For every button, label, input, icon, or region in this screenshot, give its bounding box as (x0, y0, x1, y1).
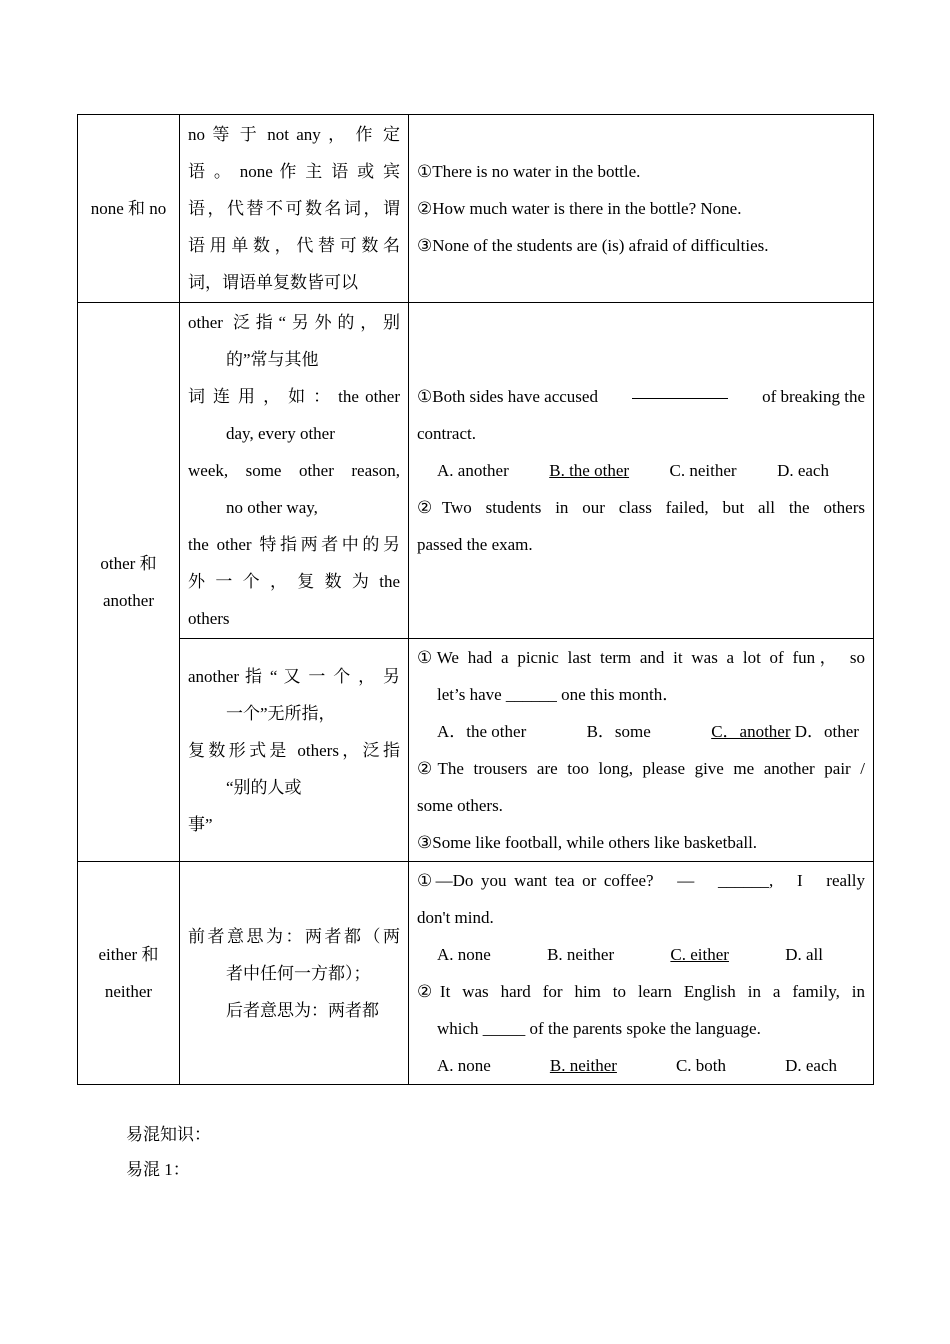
rule-line: 语 。 none 作 主 语 或 宾 (188, 162, 400, 181)
rule-either-neither (180, 862, 409, 1085)
rule-line: 外 一 个 ， 复 数 为 the (188, 572, 400, 591)
options-line (417, 936, 865, 973)
options-line (417, 452, 865, 489)
term-either-neither (78, 862, 180, 1085)
rule-another (180, 639, 409, 862)
rule-line: 词，谓语单复数皆可以 (188, 273, 358, 292)
rule-none-no (180, 115, 409, 303)
rule-line: no other way, (226, 498, 318, 517)
option-cd (711, 713, 859, 750)
example-line: ①There is no water in the bottle. (417, 162, 641, 181)
rule-line: 复数形式是 others，泛指 (188, 740, 400, 760)
option-a: A. none (437, 945, 491, 964)
rule-line: 的”常与其他 (226, 350, 319, 369)
examples-other (409, 303, 874, 639)
rule-line: 一个”无所指， (226, 703, 336, 723)
rule-line: another 指 “ 又 一 个 ， 另 (188, 666, 400, 686)
answer-blank (632, 378, 728, 399)
rule-line: 后者意思为：两者都 (226, 1000, 379, 1020)
example-line: which _____ of the parents spoke the language. (437, 1019, 761, 1038)
example-line: ②The trousers are too long, please give me another pair / (417, 759, 865, 778)
row-other (78, 303, 874, 639)
rule-line: the other 特指两者中的另 (188, 535, 400, 554)
rule-line: 词 连 用 ， 如 ： the other (188, 387, 400, 406)
rule-line: “别的人或 (226, 777, 302, 797)
term-none-no: none 和 no (78, 115, 180, 303)
options-line (417, 713, 865, 750)
example-text: of breaking the (762, 387, 865, 406)
rule-line: day, every other (226, 424, 335, 443)
term-line: either 和 (98, 945, 159, 964)
rule-line: others (188, 609, 230, 628)
row-none-no (78, 115, 874, 303)
notes-heading: 易混知识： (126, 1125, 211, 1144)
rule-line: 语，代替不可数名词，谓 (188, 199, 400, 218)
option-a: A. none (437, 1056, 491, 1075)
rule-line: 事” (188, 814, 213, 834)
example-line: some others. (417, 796, 503, 815)
examples-none-no (409, 115, 874, 303)
examples-another (409, 639, 874, 862)
example-line: passed the exam. (417, 535, 533, 554)
notes-item-1: 易混 1： (126, 1160, 190, 1179)
example-line: ②How much water is there in the bottle? None. (417, 199, 742, 218)
option-d: D. all (785, 945, 823, 964)
rule-line: 前者意思为：两者都（两 (188, 926, 400, 946)
example-line: ③Some like football, while others like basketball. (417, 833, 758, 852)
rule-line: no 等 于 not any ， 作 定 (188, 125, 400, 144)
option-a: A. another (437, 461, 509, 480)
example-line: ①—Do you want tea or coffee? — ______, I really (417, 871, 865, 890)
option-d: D. each (777, 461, 829, 480)
term-line: another (103, 591, 154, 610)
option-b-answer: B. neither (549, 1056, 617, 1075)
example-line: ②It was hard for him to learn English in a family, in (417, 982, 865, 1001)
option-b-answer: B. the other (549, 461, 630, 480)
row-either-neither (78, 862, 874, 1085)
grammar-table (77, 114, 874, 1085)
option-b: B. neither (547, 945, 615, 964)
option-c-answer: C. either (670, 945, 729, 964)
term-other-another (78, 303, 180, 862)
example-line: let’s have ______ one this month． (437, 685, 680, 704)
term-line: neither (104, 982, 153, 1001)
option-a: A．the other (437, 722, 527, 741)
rule-line: 者中任何一方都）； (226, 963, 371, 983)
example-line: don't mind. (417, 908, 494, 927)
option-c: C. neither (669, 461, 737, 480)
row-another (78, 639, 874, 862)
term-line: other 和 (100, 554, 157, 573)
options-line (417, 1047, 865, 1084)
examples-either-neither (409, 862, 874, 1085)
example-line (417, 378, 865, 415)
option-c-answer: C．another (711, 722, 791, 741)
option-d: D．other (794, 722, 859, 741)
example-line: ①We had a picnic last term and it was a lot of fun， so (417, 648, 865, 667)
example-line: ③None of the students are (is) afraid of difficulties. (417, 236, 769, 255)
rule-line: week, some other reason, (188, 461, 400, 480)
example-text: ①Both sides have accused (417, 387, 598, 406)
rule-line: other 泛指“另外的，别 (188, 313, 400, 332)
example-line: contract. (417, 424, 476, 443)
rule-line: 语用单数，代替可数名 (188, 236, 400, 255)
option-d: D. each (785, 1056, 837, 1075)
example-line: ②Two students in our class failed, but all the others (417, 498, 865, 517)
rule-other (180, 303, 409, 639)
option-c: C. both (675, 1056, 727, 1075)
option-b: B．some (586, 722, 651, 741)
